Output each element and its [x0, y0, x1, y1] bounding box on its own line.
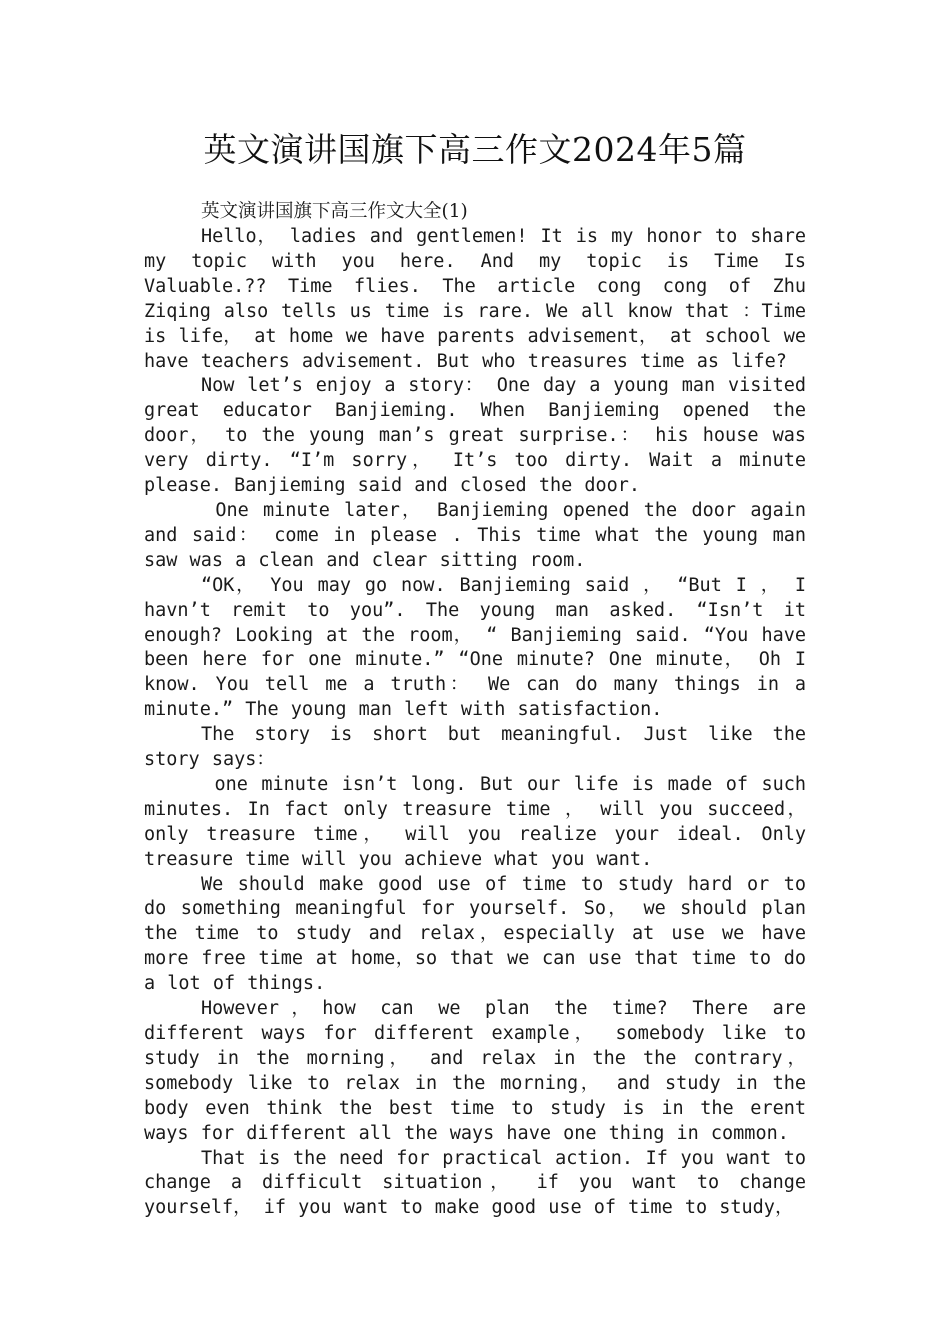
- paragraph-5: The story is short but meaningful. Just like the story says：: [144, 724, 819, 771]
- paragraph-7: We should make good use of time to study hard or to do something meaningful for yourself. So， we should plan the time to study and relax，especially at use we have more free time at home，so that we can use that time to do a lot of things.: [144, 873, 819, 995]
- paragraph-6: one minute isn’t long. But our life is made of such minutes. In fact only treasure time ， will you succeed， only treasure time， will you realize your ideal. Only treasure time will you achieve what you want.: [144, 773, 819, 870]
- paragraph-2: Now let’s enjoy a story： One day a young man visited great educator Banjieming. When Banjieming opened the door， to the young man’s great surprise.： his house was very dirty. “I’m sorry， It’s too dirty. Wait a minute please. Banjieming said and closed the door.: [144, 375, 819, 497]
- document-body: [144, 199, 819, 1221]
- paragraph-8: However，how can we plan the time? There are different ways for different example， somebody like to study in the morning， and relax in the the contrary， somebody like to relax in the morning， and study in the body even think the best time to study is in the erent ways for different all the ways have one thing in common.: [144, 998, 819, 1144]
- paragraph-3: One minute later， Banjieming opened the door again and said： come in please . This time what the young man saw was a clean and clear sitting room.: [144, 499, 819, 571]
- document-title: 英文演讲国旗下高三作文2024年5篇: [203, 130, 747, 169]
- paragraph-9: That is the need for practical action. If you want to change a difficult situation， if you want to change yourself， if you want to make good use of time to study，: [144, 1147, 819, 1219]
- section-heading: 英文演讲国旗下高三作文大全(1): [201, 201, 468, 222]
- paragraph-1: Hello， ladies and gentlemen! It is my honor to share my topic with you here. And my topic is Time Is Valuable.?? Time flies. The article cong cong of Zhu Ziqing also tells us time is rare. We all know that ：Time is life， at home we have parents advisement， at school we have teachers advisement. But who treasures time as life?: [144, 226, 819, 372]
- paragraph-4: “OK， You may go now. Banjieming said ， “But I ， I havn’t remit to you”. The young man asked. “Isn’t it enough? Looking at the room， “ Banjieming said. “You have been here for one minute.” “One minute? One minute， Oh I know. You tell me a truth： We can do many things in a minute.” The young man left with satisfaction.: [144, 574, 819, 721]
